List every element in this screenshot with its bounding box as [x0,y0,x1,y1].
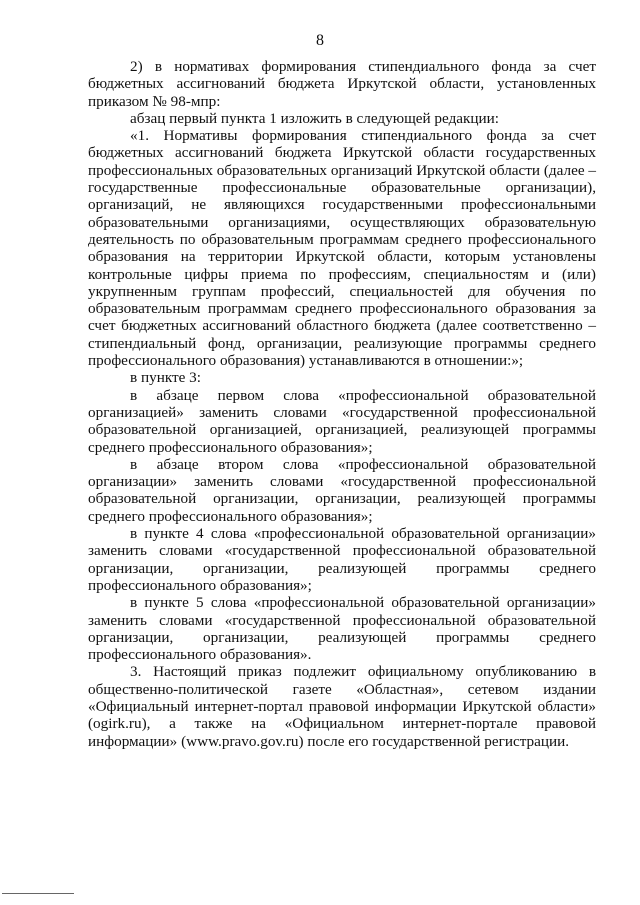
paragraph-point-3: в пункте 3: [130,369,201,387]
paragraph-publication: 3. Настоящий приказ подлежит официальному опубликованию в общественно-политической газете «Областная», сетевом издании «Официальный интернет-портал правовой информации Иркутской области» (ogirk.ru), а также на «Официальном интернет-портале правовой информации» (www.pravo.gov.ru) после его государственной регистрации. [88,663,596,750]
page-number: 8 [316,32,324,49]
footer-divider [2,893,74,894]
document-body [88,58,596,750]
paragraph-point-3-first-abzac: в абзаце первом слова «профессиональной образовательной организацией» заменить словами «государственной профессиональной образовательной организацией, организацией, реализующей программы среднего профессионального образования»; [88,386,596,456]
paragraph-scholarship-norms: 2) в нормативах формирования стипендиального фонда за счет бюджетных ассигнований бюджета Иркутской области, установленных приказом № 98-мпр: [88,58,596,110]
paragraph-point-5: в пункте 5 слова «профессиональной образовательной организации» заменить словами «государственной профессиональной образовательной организации, организации, реализующей программы среднего профессионального образования». [88,594,596,664]
paragraph-new-norms-text: «1. Нормативы формирования стипендиального фонда за счет бюджетных ассигнований бюджета Иркутской области государственных профессиональных образовательных организаций Иркутской области (далее – государственные профессиональные образовательные организации), организаций, не являющихся государственными профессиональными образовательными организациями, осуществляющих образовательную деятельность по образовательным программам среднего профессионального образования на территории Иркутской области, которым установлены контрольные цифры приема по профессиям, специальностям и (или) укрупненным группам профессий, специальностей для обучения по образовательным программам среднего профессионального образования за счет бюджетных ассигнований областного бюджета (далее соответственно – стипендиальный фонд, организации, реализующие программы среднего профессионального образования) устанавливаются в отношении:»; [88,127,596,370]
paragraph-first-clause-edit: абзац первый пункта 1 изложить в следующей редакции: [130,109,500,127]
paragraph-point-4: в пункте 4 слова «профессиональной образовательной организации» заменить словами «государственной профессиональной образовательной организации, организации, реализующей программы среднего профессионального образования»; [88,525,596,594]
paragraph-point-3-second-abzac: в абзаце втором слова «профессиональной образовательной организации» заменить словами «государственной профессиональной образовательной организации, организации, реализующей программы среднего профессионального образования»; [88,455,596,525]
